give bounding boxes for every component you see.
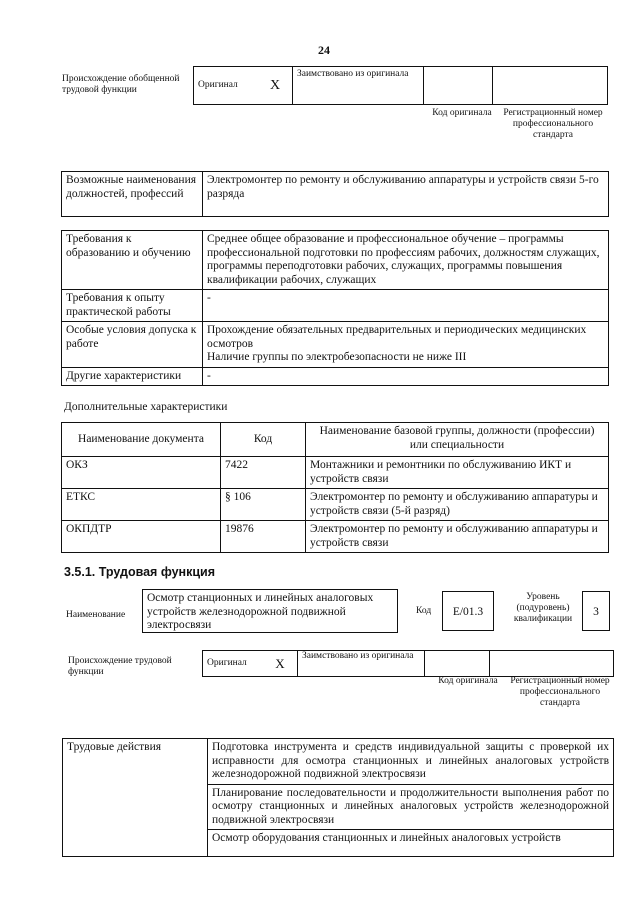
page-number: 24 [318,43,330,57]
code-original2-caption: Код оригинала [438,676,498,686]
code-cell: 7422 [225,459,248,471]
actions-table [62,738,614,857]
borrowed2-label: Заимствовано из оригинала [302,651,414,661]
positions-label: Возможные наименования должностей, профессий [66,174,197,200]
additional-header-name: Наименование базовой группы, должности (профессии) или специальности [319,425,595,451]
function-level-label: Уровень (подуровень) квалификации [513,592,573,624]
origin2-label: Происхождение трудовой функции [68,656,172,677]
origin-table [193,66,608,105]
borrowed-label: Заимствовано из оригинала [297,69,409,79]
reg-number2-cell [490,651,614,677]
req-admission-label: Особые условия допуска к работе [66,324,197,350]
origin-label: Происхождение обобщенной трудовой функции [62,74,180,95]
requirements-table [61,230,609,386]
req-experience-value: - [207,292,211,304]
additional-header-doc: Наименование документа [78,432,204,445]
code-cell: 19876 [225,523,254,535]
req-education-value: Среднее общее образование и профессиональное обучение – программы профессиональной подготовки по профессиям рабочих, должностям служащих, программы переподготовки рабочих, служащих, программы повышения квалификации рабочих, служащих [207,233,600,286]
table-row [62,457,609,489]
name-cell: Монтажники и ремонтники по обслуживанию ИКТ и устройств связи [310,459,572,485]
function-code-label: Код [416,606,432,616]
function-code-value: E/01.3 [442,591,494,631]
req-experience-label: Требования к опыту практической работы [66,292,171,318]
additional-header-code: Код [253,432,273,445]
code-original2-cell [425,651,490,677]
original2-label: Оригинал [207,658,247,668]
table-row [62,489,609,521]
additional-title: Дополнительные характеристики [64,401,228,413]
doc-cell: ОКПДТР [66,523,112,535]
function-level-value: 3 [582,591,610,631]
code-original-caption: Код оригинала [432,108,492,118]
reg-number-cell [493,67,608,105]
action-item: Подготовка инструмента и средств индивидуальной защиты с проверкой их исправности для осмотра станционных и линейных аналоговых устройств железнодорожной подвижной электросвязи [212,741,609,780]
req-other-value: - [207,369,211,382]
positions-value: Электромонтер по ремонту и обслуживанию аппаратуры и устройств связи 5-го разряда [207,174,599,200]
doc-cell: ОКЗ [66,459,88,471]
additional-table [61,422,609,553]
reg-number-caption: Регистрационный номер профессионального стандарта [503,108,603,140]
function-name-value: Осмотр станционных и линейных аналоговых устройств железнодорожной подвижной электросвязи [142,589,398,633]
action-item: Планирование последовательности и продолжительности выполнения работ по осмотру станционных и линейных аналоговых устройств железнодорожной подвижной электросвязи [212,786,609,826]
doc-cell: ЕТКС [66,491,96,503]
reg-number2-caption: Регистрационный номер профессионального стандарта [510,676,610,708]
original2-mark: X [275,655,285,671]
actions-label: Трудовые действия [67,741,162,753]
function-name-label: Наименование [66,610,126,620]
name-cell: Электромонтер по ремонту и обслуживанию аппаратуры и устройств связи (5-й разряд) [310,491,598,517]
original-label: Оригинал [198,80,238,90]
table-row [62,521,609,553]
req-education-label: Требования к образованию и обучению [66,233,191,259]
origin2-table [202,650,614,677]
req-admission-value: Прохождение обязательных предварительных и периодических медицинских осмотров Наличие группы по электробезопасности не ниже III [207,324,587,363]
code-original-cell [424,67,493,105]
function-heading: 3.5.1. Трудовая функция [64,565,216,579]
positions-table [61,171,609,217]
code-cell: § 106 [225,491,251,503]
name-cell: Электромонтер по ремонту и обслуживанию аппаратуры и устройств связи [310,523,598,549]
original-mark: X [269,77,281,93]
req-other-label: Другие характеристики [66,369,182,382]
action-item: Осмотр оборудования станционных и линейных аналоговых устройств [212,832,561,844]
